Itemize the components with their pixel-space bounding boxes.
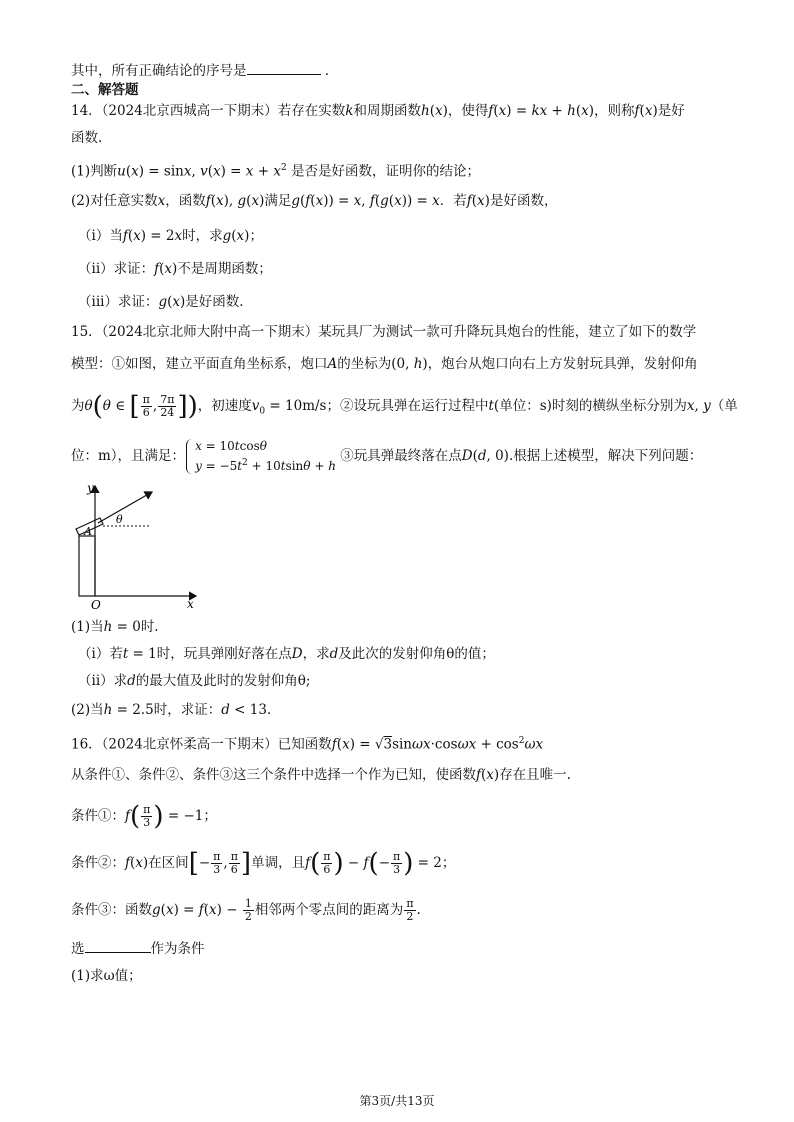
q15-stem: 15．（2024北京北师大附中高一下期末）某玩具厂为测试一款可升降玩具炮台的性能，建立了如下的数学	[71, 324, 697, 340]
q15-part1: (1)当h = 0时.	[71, 619, 159, 635]
q15-sub-i: （i）若t = 1时，玩具弹刚好落在点D，求d及此次的发射仰角θ的值；	[78, 646, 495, 662]
q14-part2: (2)对任意实数x，函数f(x), g(x)满足g(f(x)) = x, f(g(x)) = x．若f(x)是好函数，	[71, 193, 558, 209]
cannon-figure	[70, 478, 210, 613]
q14-sub-iii: （iii）求证：g(x)是好函数.	[78, 294, 244, 310]
q16-cond1: 条件①：f( $\frac{\pi}{3}$ ) = −1；	[71, 801, 217, 832]
answer-blank	[247, 60, 321, 75]
q16-stem-2: 从条件①、条件②、条件③这三个条件中选择一个作为已知，使函数f(x)存在且唯一.	[71, 767, 571, 783]
launch-arrow	[98, 492, 152, 523]
fig-a-label: A	[84, 525, 92, 538]
q15-part2: (2)当h = 2.5时，求证：d < 13.	[71, 702, 272, 718]
page-footer: 第3页/共13页	[359, 1094, 435, 1108]
q15-stem-2: 模型：①如图，建立平面直角坐标系，炮口A的坐标为(0, h)，炮台从炮口向右上方发射玩具弹，发射仰角	[71, 356, 698, 372]
q16-part1: (1)求ω值；	[71, 968, 142, 984]
q15-stem-3: 为θ(θ ∈ [ $\frac{\pi}{6}$ , $\frac{7\pi}{24}$ ])，初速度$v_0 = 10m/s$；②设玩具弹在运行过程中t(单位：s)时刻的横纵坐标分别为x, y（单	[71, 391, 738, 422]
q14-sub-ii: （ii）求证：f(x)不是周期函数；	[78, 261, 272, 277]
section-heading: 二、解答题	[71, 82, 139, 98]
fig-theta-label: θ	[116, 513, 123, 526]
fig-x-label: x	[187, 597, 194, 611]
q16-cond2: 条件②：f(x)在区间[− $\frac{\pi}{3}$ , $\frac{\pi}{6}$ ]单调，且f( $\frac{\pi}{6}$ ) − f(− $\frac{\pi}{3}$ ) = 2；	[71, 848, 456, 879]
prev-question-tail: 其中，所有正确结论的序号是 .	[71, 60, 754, 81]
q15-stem-4: 位：m），且满足： x = 10tcosθ $y = -5t^2 + 10tsin\theta + h$ ③玩具弹最终落在点D(d, 0).根据上述模型，解决下列问题：	[71, 439, 703, 473]
fig-origin-label: O	[91, 598, 101, 612]
q16-cond3: 条件③：函数g(x) = f(x) − $\frac{1}{2}$ 相邻两个零点间的距离为 $\frac{\pi}{2}$ .	[71, 897, 421, 923]
tower	[79, 536, 95, 596]
q14-stem-cont: 函数.	[71, 130, 103, 146]
q14-part1: (1)判断u(x) = sinx, $v(x) = x + x^2$ 是否是好函数，证明你的结论；	[71, 163, 480, 180]
fig-y-label: y	[87, 481, 94, 495]
choice-blank	[85, 938, 151, 953]
q16-stem: 16．（2024北京怀柔高一下期末）已知函数$f(x) = √3\sin\omega x\cdot\cos\omega x + \cos^2\omega x$	[71, 736, 544, 753]
q15-sub-ii: （ii）求d的最大值及此时的发射仰角θ;	[78, 673, 311, 689]
q14-sub-i: （i）当f(x) = 2x时，求g(x)；	[78, 228, 263, 244]
q16-choose: 选 作为条件	[71, 938, 754, 959]
q14-stem: 14．（2024北京西城高一下期末）若存在实数k和周期函数h(x)，使得f(x) = kx + h(x)，则称f(x)是好	[71, 103, 685, 119]
